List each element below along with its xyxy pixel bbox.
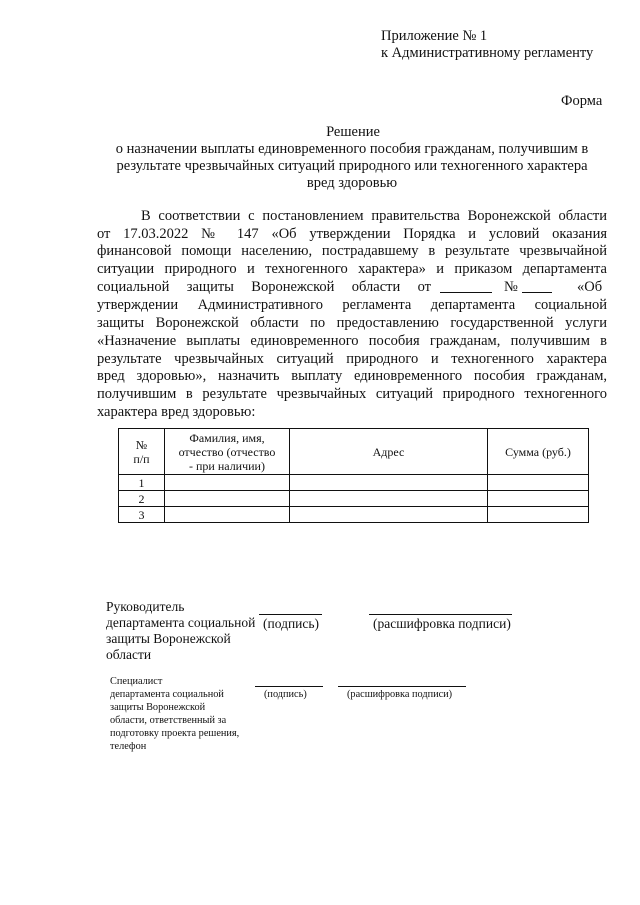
specialist-title-line-1: Специалист xyxy=(110,676,163,687)
body-line-6: утверждении Административного регламента департамента социальной xyxy=(97,297,607,313)
head-title-line-4: области xyxy=(106,647,152,662)
row-number: 2 xyxy=(119,491,165,507)
row-address[interactable] xyxy=(290,507,488,523)
body-line-5-end: «Об xyxy=(577,279,603,295)
table-row xyxy=(119,507,589,523)
body-line-8: «Назначение выплаты единовременного пособия гражданам, получившим в xyxy=(97,333,607,349)
head-title-line-2: департамента социальной xyxy=(106,615,256,630)
header-address: Адрес xyxy=(290,429,488,475)
row-address[interactable] xyxy=(290,475,488,491)
body-line-11: получившим в результате чрезвычайных ситуаций природного техногенного xyxy=(97,386,607,402)
row-sum[interactable] xyxy=(488,507,589,523)
regulation-reference: к Административному регламенту xyxy=(381,45,594,61)
header-full-name xyxy=(165,429,290,475)
title-line-3: вред здоровью xyxy=(306,175,398,191)
specialist-signature-line[interactable] xyxy=(255,686,323,687)
header-number-line-1: № xyxy=(135,437,148,452)
specialist-title-line-2: департамента социальной xyxy=(110,689,224,700)
head-signature-label: (подпись) xyxy=(263,616,320,631)
table-row xyxy=(119,475,589,491)
body-line-9: результате чрезвычайных ситуаций природного и техногенного характера xyxy=(97,351,607,367)
header-name-line-2: отчество (отчество xyxy=(178,444,276,459)
order-number-sign: № xyxy=(504,279,518,295)
table-header-row xyxy=(119,429,589,475)
specialist-title-line-4: области, ответственный за xyxy=(110,715,227,726)
specialist-title-line-5: подготовку проекта решения, xyxy=(110,728,240,739)
order-date-blank xyxy=(440,280,492,293)
row-number: 1 xyxy=(119,475,165,491)
order-number-blank xyxy=(522,280,552,293)
header-number xyxy=(119,429,165,475)
header-name-line-1: Фамилия, имя, xyxy=(189,430,265,445)
recipients-table xyxy=(118,428,589,523)
specialist-decode-line[interactable] xyxy=(338,686,466,687)
row-full-name[interactable] xyxy=(165,507,290,523)
row-sum[interactable] xyxy=(488,491,589,507)
specialist-title-line-6: телефон xyxy=(110,741,147,752)
head-title-line-1: Руководитель xyxy=(106,599,185,614)
title-line-2: результате чрезвычайных ситуаций природного или техногенного характера xyxy=(116,158,588,174)
table-row xyxy=(119,491,589,507)
body-line-3: финансовой помощи населению, пострадавшему в результате чрезвычайной xyxy=(97,243,607,259)
body-line-10: вред здоровью», назначить выплату единовременного пособия гражданам, xyxy=(97,368,607,384)
row-sum[interactable] xyxy=(488,475,589,491)
body-line-5 xyxy=(97,278,607,296)
body-line-12: характера вред здоровью: xyxy=(97,404,256,420)
header-number-line-2: п/п xyxy=(133,451,150,466)
row-address[interactable] xyxy=(290,491,488,507)
head-decode-label: (расшифровка подписи) xyxy=(373,616,511,631)
appendix-number: Приложение № 1 xyxy=(381,28,488,44)
specialist-title-line-3: защиты Воронежской xyxy=(110,702,206,713)
body-line-5-text: социальной защиты Воронежской области от xyxy=(97,279,431,295)
row-number: 3 xyxy=(119,507,165,523)
body-line-1: В соответствии с постановлением правительства Воронежской области xyxy=(141,208,607,224)
body-line-4: ситуации природного и техногенного характера» и приказом департамента xyxy=(97,261,607,277)
body-line-7: защиты Воронежской области по предоставлению государственной услуги xyxy=(97,315,607,331)
header-sum: Сумма (руб.) xyxy=(488,429,589,475)
row-full-name[interactable] xyxy=(165,491,290,507)
head-title-line-3: защиты Воронежской xyxy=(106,631,231,646)
body-line-2: от 17.03.2022 № 147 «Об утверждении Порядка и условий оказания xyxy=(97,226,607,242)
header-name-line-3: - при наличии) xyxy=(189,458,265,473)
title-line-1: о назначении выплаты единовременного пособия гражданам, получившим в xyxy=(115,141,589,157)
specialist-decode-label: (расшифровка подписи) xyxy=(347,689,453,700)
document-title: Решение xyxy=(326,124,380,140)
specialist-signature-label: (подпись) xyxy=(264,689,307,700)
form-label: Форма xyxy=(561,93,603,109)
row-full-name[interactable] xyxy=(165,475,290,491)
